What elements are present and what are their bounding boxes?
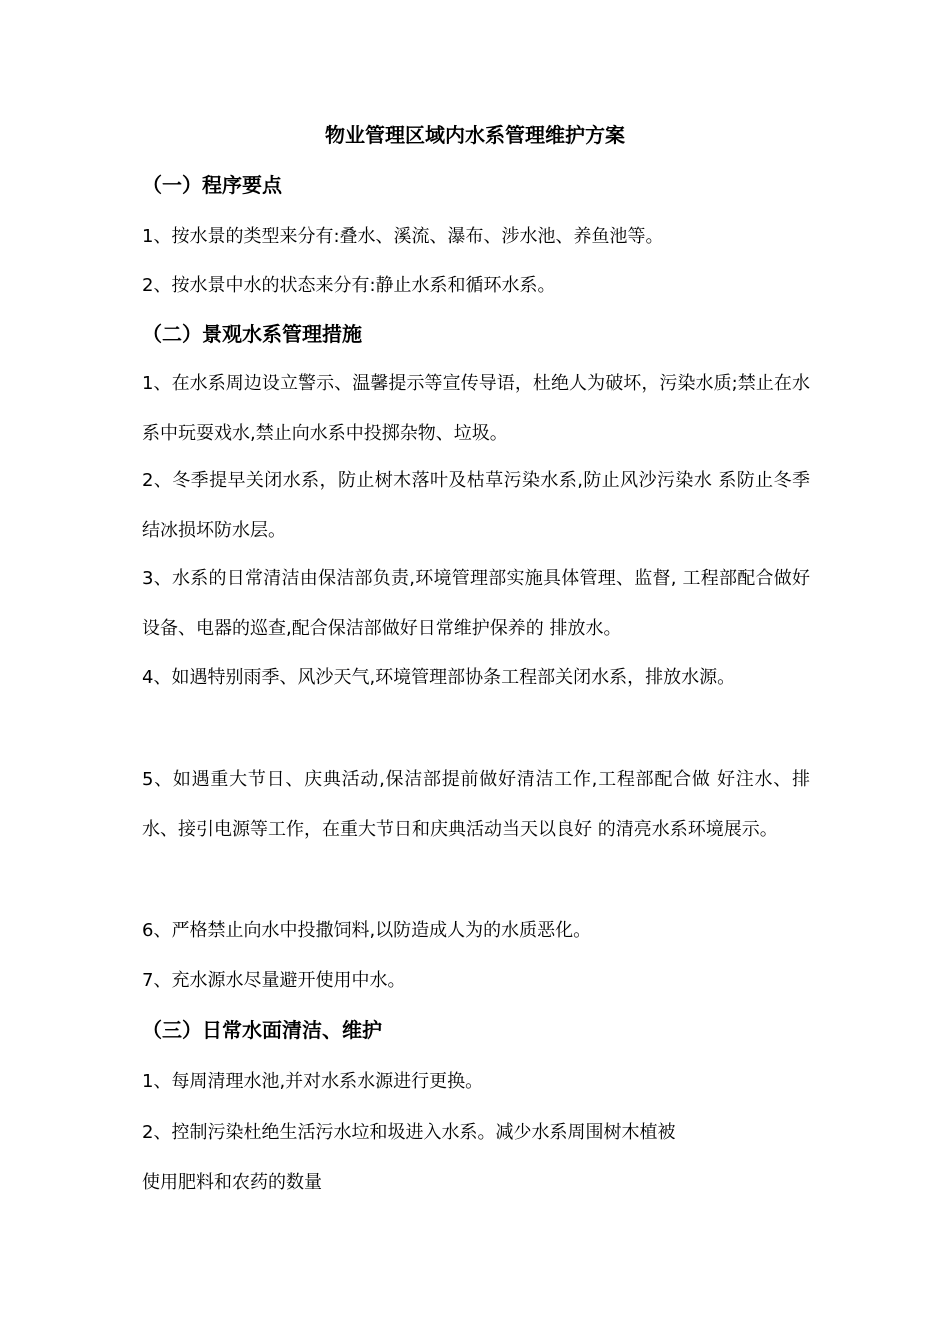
paragraph: 1、按水景的类型来分有:叠水、溪流、瀑布、涉水池、养鱼池等。: [142, 226, 664, 247]
paragraph: 2、控制污染杜绝生活污水垃和圾进入水系。减少水系周围树木植被: [142, 1122, 676, 1143]
section-heading-daily-cleaning: （三）日常水面清洁、维护: [142, 1018, 382, 1042]
section-heading-procedure: （一）程序要点: [142, 173, 282, 197]
paragraph: 7、充水源水尽量避开使用中水。: [142, 970, 406, 991]
document-title: 物业管理区域内水系管理维护方案: [325, 123, 625, 147]
paragraph: 3、水系的日常清洁由保洁部负责,环境管理部实施具体管理、监督, 工程部配合做好设备、电器的巡查,配合保洁部做好日常维护保养的 排放水。: [142, 568, 810, 639]
section-heading-landscape-water: （二）景观水系管理措施: [142, 322, 362, 346]
paragraph: 2、冬季提早关闭水系，防止树木落叶及枯草污染水系,防止风沙污染水 系防止冬季结冰损坏防水层。: [142, 470, 810, 541]
paragraph: 6、严格禁止向水中投撒饲料,以防造成人为的水质恶化。: [142, 920, 592, 941]
paragraph: 1、每周清理水池,并对水系水源进行更换。: [142, 1071, 484, 1092]
paragraph: 1、在水系周边设立警示、温馨提示等宣传导语，杜绝人为破坏，污染水质;禁止在水系中玩耍戏水,禁止向水系中投掷杂物、垃圾。: [142, 373, 810, 444]
paragraph: 5、如遇重大节日、庆典活动,保洁部提前做好清洁工作,工程部配合做 好注水、排水、接引电源等工作，在重大节日和庆典活动当天以良好 的清亮水系环境展示。: [142, 769, 810, 840]
paragraph: 4、如遇特别雨季、风沙天气,环境管理部协条工程部关闭水系，排放水源。: [142, 667, 736, 688]
paragraph: 使用肥料和农药的数量: [142, 1172, 322, 1193]
paragraph: 2、按水景中水的状态来分有:静止水系和循环水系。: [142, 275, 556, 296]
